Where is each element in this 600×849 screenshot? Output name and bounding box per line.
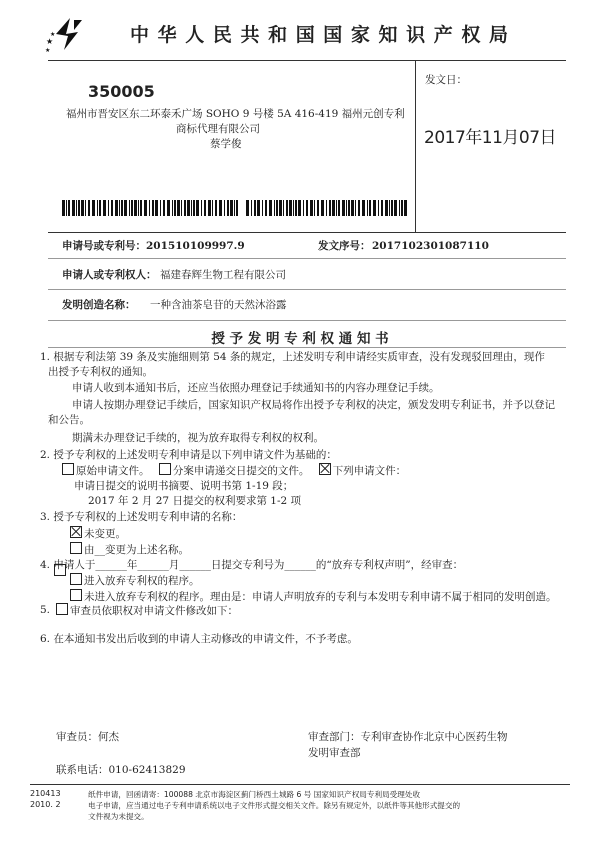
checkbox-waiver-accepted[interactable] — [70, 573, 82, 585]
divider — [48, 289, 566, 290]
waiver-option-1 — [70, 573, 200, 589]
checkbox-examiner-amend[interactable] — [56, 603, 68, 615]
postcode: 350005 — [88, 82, 155, 101]
para-5 — [56, 603, 238, 619]
option-divisional-label: 分案申请递交日提交的文件。 — [172, 465, 310, 477]
checkbox-waiver-rejected[interactable] — [70, 589, 82, 601]
office-title: 中 华 人 民 共 和 国 国 家 知 识 产 权 局 — [130, 24, 509, 46]
option-original-label: 原始申请文件。 — [76, 465, 150, 477]
checkbox-waiver[interactable] — [54, 564, 66, 576]
barcode — [62, 200, 240, 216]
checkbox-following[interactable] — [319, 463, 331, 475]
divider — [30, 784, 570, 785]
file-list-2: 2017 年 2 月 27 日提交的权利要求第 1-2 项 — [88, 495, 302, 507]
invention-title: 一种含油茶皂苷的天然沐浴露 — [150, 299, 287, 311]
name-unchanged-label: 未变更。 — [84, 528, 126, 540]
para-1d: 申请人按期办理登记手续后，国家知识产权局将作出授予专利权的决定，颁发发明专利证书，并予以登记 — [72, 399, 555, 411]
name-changed-label: 由__变更为上述名称。 — [84, 544, 189, 556]
para-3: 3. 授予专利权的上述发明专利申请的名称： — [40, 511, 243, 523]
waiver-accepted-label: 进入放弃专利权的程序。 — [84, 575, 200, 587]
para-1f: 期满未办理登记手续的，视为放弃取得专利权的权利。 — [72, 432, 324, 444]
checkbox-name-changed[interactable] — [70, 542, 82, 554]
notice-title: 授 予 发 明 专 利 权 通 知 书 — [211, 331, 389, 347]
divider — [48, 320, 566, 321]
form-code: 210413 — [30, 789, 61, 798]
divider — [48, 60, 566, 61]
form-date: 2010. 2 — [30, 800, 61, 809]
svg-text:★: ★ — [46, 37, 54, 46]
app-no-label: 申请号或专利号： — [62, 240, 146, 252]
issue-date: 2017年11月07日 — [424, 128, 557, 148]
sipo-logo-icon — [44, 14, 94, 52]
e-filing-note-2: 文件视为未提交。 — [88, 812, 149, 821]
contact-phone: 联系电话：010-62413829 — [56, 764, 186, 776]
recipient-name: 蔡学俊 — [210, 138, 242, 150]
waiver-rejected-label: 未进入放弃专利权的程序。理由是：申请人声明放弃的专利与本发明专利申请不属于相同的发明创造。 — [84, 591, 557, 603]
issue-date-label: 发文日： — [425, 74, 467, 86]
divider — [48, 232, 566, 233]
applicant: 福建春辉生物工程有限公司 — [160, 269, 286, 281]
address-line-1: 福州市晋安区东二环泰禾广场 SOHO 9 号楼 5A 416-419 福州元创专利 — [66, 108, 405, 120]
name-unchanged-option — [70, 526, 126, 542]
examiner-amend-label: 审查员依职权对申请文件修改如下： — [70, 605, 238, 617]
mail-note: 纸件申请，回函请寄：100088 北京市海淀区蓟门桥西土城路 6 号 国家知识产权局专利局受理处收 — [88, 790, 421, 799]
e-filing-note: 电子申请，应当通过电子专利申请系统以电子文件形式提交相关文件。除另有规定外，以纸件等其他形式提交的 — [88, 801, 461, 810]
svg-text:★: ★ — [50, 31, 56, 38]
name-changed-option — [70, 542, 189, 558]
checkbox-divisional[interactable] — [159, 463, 171, 475]
divider — [48, 258, 566, 259]
examiner: 审查员：何杰 — [56, 731, 119, 743]
para-2: 2. 授予专利权的上述发明专利申请是以下列申请文件为基础的： — [40, 449, 337, 461]
exam-dept-line-2: 发明审查部 — [308, 747, 361, 759]
serial-no: 2017102301087110 — [372, 240, 489, 252]
para-1e: 和公告。 — [48, 414, 90, 426]
para-4: 4. 申请人于______年______月______日提交专利号为______的“放弃专利权声明”，经审查： — [40, 559, 464, 571]
serial-label: 发文序号： — [318, 240, 371, 252]
divider — [48, 347, 566, 348]
checkbox-original[interactable] — [62, 463, 74, 475]
svg-text:★: ★ — [45, 47, 51, 52]
applicant-label: 申请人或专利权人： — [62, 269, 157, 281]
para-5-num: 5. — [40, 604, 51, 616]
option-following-label: 下列申请文件： — [332, 465, 407, 477]
file-list-1: 申请日提交的说明书摘要、说明书第 1-19 段； — [74, 480, 294, 492]
divider — [415, 60, 416, 232]
para-1c: 申请人收到本通知书后，还应当依照办理登记手续通知书的内容办理登记手续。 — [72, 382, 440, 394]
checkbox-name-unchanged[interactable] — [70, 526, 82, 538]
file-basis-options — [62, 463, 406, 479]
barcode — [246, 200, 408, 216]
address-line-2: 商标代理有限公司 — [176, 123, 260, 135]
exam-dept: 审查部门：专利审查协作北京中心医药生物 — [308, 731, 508, 743]
para-6: 6. 在本通知书发出后收到的申请人主动修改的申请文件，不予考虑。 — [40, 633, 358, 645]
para-1a: 1. 根据专利法第 39 条及实施细则第 54 条的规定，上述发明专利申请经实质审查，没有发现驳回理由，现作 — [40, 351, 545, 363]
invention-label: 发明创造名称： — [62, 299, 136, 311]
para-1b: 出授予专利权的通知。 — [48, 366, 153, 378]
app-no: 201510109997.9 — [146, 240, 245, 252]
